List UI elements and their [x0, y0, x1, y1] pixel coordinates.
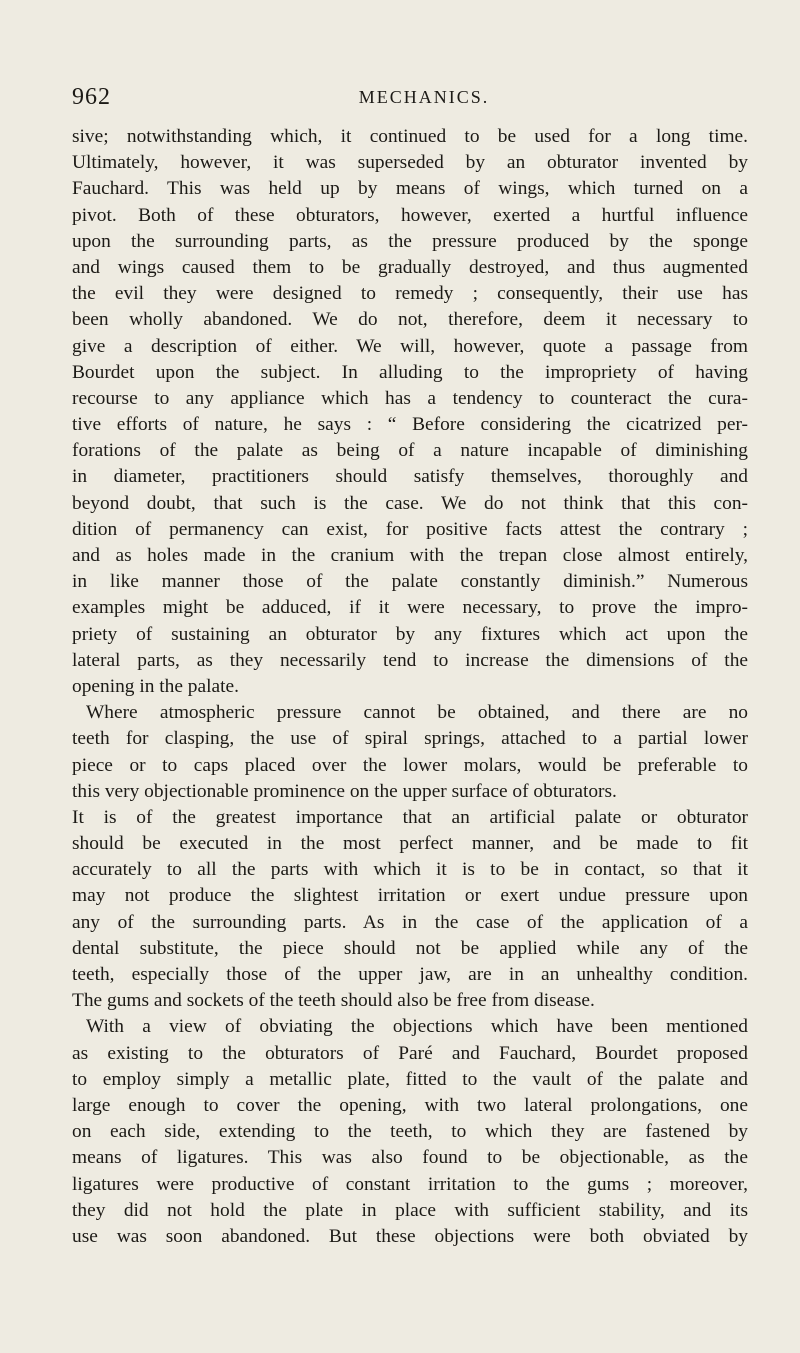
text-line: beyond doubt, that such is the case. We do not think that this con- — [72, 492, 748, 514]
text-line: It is of the greatest importance that an artificial palate or obturator — [72, 806, 748, 828]
text-line: tive efforts of nature, he says : “ Before considering the cicatrized per- — [72, 414, 748, 436]
text-line: recourse to any appliance which has a tendency to counteract the cura- — [72, 387, 748, 409]
text-line: upon the surrounding parts, as the pressure produced by the sponge — [72, 230, 748, 252]
text-line: give a description of either. We will, however, quote a passage from — [72, 335, 748, 357]
text-line: teeth, especially those of the upper jaw, are in an unhealthy condition. — [72, 964, 748, 985]
text-line: Ultimately, however, it was superseded by an obturator invented by — [72, 152, 748, 174]
paragraph-end-line: opening in the palate. — [72, 675, 239, 697]
body-text — [72, 124, 748, 1250]
paragraph-start-line: Where atmospheric pressure cannot be obtained, and there are no — [86, 702, 748, 724]
paragraph-end-line: this very objectionable prominence on the upper surface of obturators. — [72, 780, 617, 802]
text-line: may not produce the slightest irritation or exert undue pressure upon — [72, 885, 748, 907]
page-number: 962 — [72, 84, 111, 110]
text-line: on each side, extending to the teeth, to which they are fastened by — [72, 1121, 748, 1143]
text-line: as existing to the obturators of Paré and Fauchard, Bourdet proposed — [72, 1042, 748, 1064]
paragraph-start-line: With a view of obviating the objections which have been mentioned — [86, 1016, 748, 1038]
text-line: teeth for clasping, the use of spiral springs, attached to a partial lower — [72, 728, 748, 750]
text-line: in like manner those of the palate constantly diminish.” Numerous — [72, 571, 748, 593]
text-line: sive; notwithstanding which, it continued to be used for a long time. — [72, 126, 748, 147]
text-line: in diameter, practitioners should satisfy themselves, thoroughly and — [72, 466, 748, 488]
text-line: they did not hold the plate in place with sufficient stability, and its — [72, 1199, 748, 1221]
text-line: examples might be adduced, if it were necessary, to prove the impro- — [72, 597, 748, 619]
text-line: dition of permanency can exist, for positive facts attest the contrary ; — [72, 518, 748, 540]
text-line: ligatures were productive of constant irritation to the gums ; moreover, — [72, 1173, 748, 1195]
text-line: forations of the palate as being of a nature incapable of diminishing — [72, 440, 748, 462]
text-line: dental substitute, the piece should not be applied while any of the — [72, 937, 748, 959]
text-line: means of ligatures. This was also found to be objectionable, as the — [72, 1147, 748, 1169]
page-header — [72, 84, 752, 114]
running-head: MECHANICS. — [358, 87, 490, 107]
text-line: and wings caused them to be gradually destroyed, and thus augmented — [72, 256, 748, 278]
text-line: any of the surrounding parts. As in the case of the application of a — [72, 911, 748, 933]
text-line: Fauchard. This was held up by means of wings, which turned on a — [72, 178, 748, 200]
text-line: pivot. Both of these obturators, however, exerted a hurtful influence — [72, 204, 748, 226]
text-line: and as holes made in the cranium with the trepan close almost entirely, — [72, 545, 748, 566]
text-line: priety of sustaining an obturator by any fixtures which act upon the — [72, 623, 748, 645]
text-line: should be executed in the most perfect manner, and be made to fit — [72, 833, 748, 855]
text-line: large enough to cover the opening, with two lateral prolongations, one — [72, 1094, 748, 1116]
text-line: use was soon abandoned. But these objections were both obviated by — [72, 1225, 748, 1247]
text-line: the evil they were designed to remedy ; consequently, their use has — [72, 283, 748, 305]
text-line: to employ simply a metallic plate, fitted to the vault of the palate and — [72, 1068, 748, 1090]
paragraph-end-line: The gums and sockets of the teeth should also be free from disease. — [72, 990, 595, 1012]
text-line: piece or to caps placed over the lower molars, would be preferable to — [72, 754, 748, 776]
text-line: Bourdet upon the subject. In alluding to the impropriety of having — [72, 361, 748, 383]
text-line: lateral parts, as they necessarily tend to increase the dimensions of the — [72, 649, 748, 671]
text-line: accurately to all the parts with which it is to be in contact, so that it — [72, 859, 748, 881]
text-line: been wholly abandoned. We do not, therefore, deem it necessary to — [72, 309, 748, 331]
